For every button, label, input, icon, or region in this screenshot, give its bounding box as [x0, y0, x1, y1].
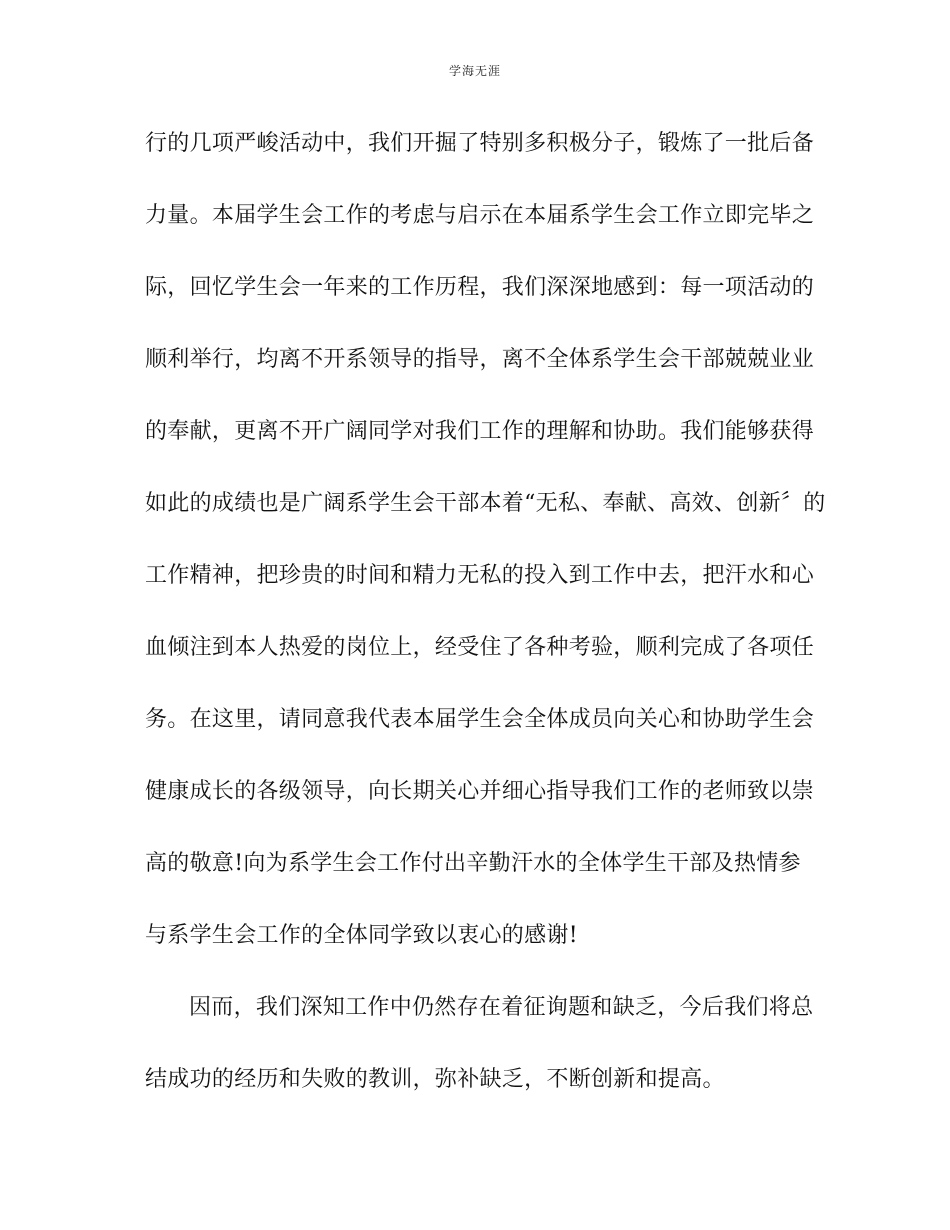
- paragraph-1-line-5: 的奉献，更离不开广阔同学对我们工作的理解和协助。我们能够获得: [145, 419, 815, 444]
- paragraph-1-line-12: 与系学生会工作的全体同学致以衷心的感谢!: [145, 923, 578, 948]
- document-body: [145, 122, 826, 1130]
- paragraph-2-line-2: 结成功的经历和失败的教训，弥补缺乏，不断创新和提高。: [145, 1067, 725, 1092]
- paragraph-1-line-4: 顺利举行，均离不开系领导的指导，离不全体系学生会干部兢兢业业: [145, 347, 815, 372]
- paragraph-1-line-11: 高的敬意!向为系学生会工作付出辛勤汗水的全体学生干部及热情参: [145, 851, 801, 876]
- paragraph-1-line-9: 务。在这里，请同意我代表本届学生会全体成员向关心和协助学生会: [145, 707, 815, 732]
- paragraph-2-line-1: 因而，我们深知工作中仍然存在着征询题和缺乏，今后我们将总: [189, 995, 814, 1020]
- page-header: 学海无涯: [448, 64, 501, 78]
- paragraph-1-line-6: 如此的成绩也是广阔系学生会干部本着“无私、奉献、高效、创新〞的: [145, 491, 826, 516]
- paragraph-1-line-3: 际，回忆学生会一年来的工作历程，我们深深地感到：每一项活动的: [145, 275, 815, 300]
- paragraph-1-line-8: 血倾注到本人热爱的岗位上，经受住了各种考验，顺利完成了各项任: [145, 635, 815, 660]
- paragraph-1-line-7: 工作精神，把珍贵的时间和精力无私的投入到工作中去，把汗水和心: [145, 563, 815, 588]
- paragraph-1-line-1: 行的几项严峻活动中，我们开掘了特别多积极分子，锻炼了一批后备: [145, 131, 815, 156]
- paragraph-1-line-10: 健康成长的各级领导，向长期关心并细心指导我们工作的老师致以崇: [145, 779, 815, 804]
- paragraph-1-line-2: 力量。本届学生会工作的考虑与启示在本届系学生会工作立即完毕之: [145, 203, 815, 228]
